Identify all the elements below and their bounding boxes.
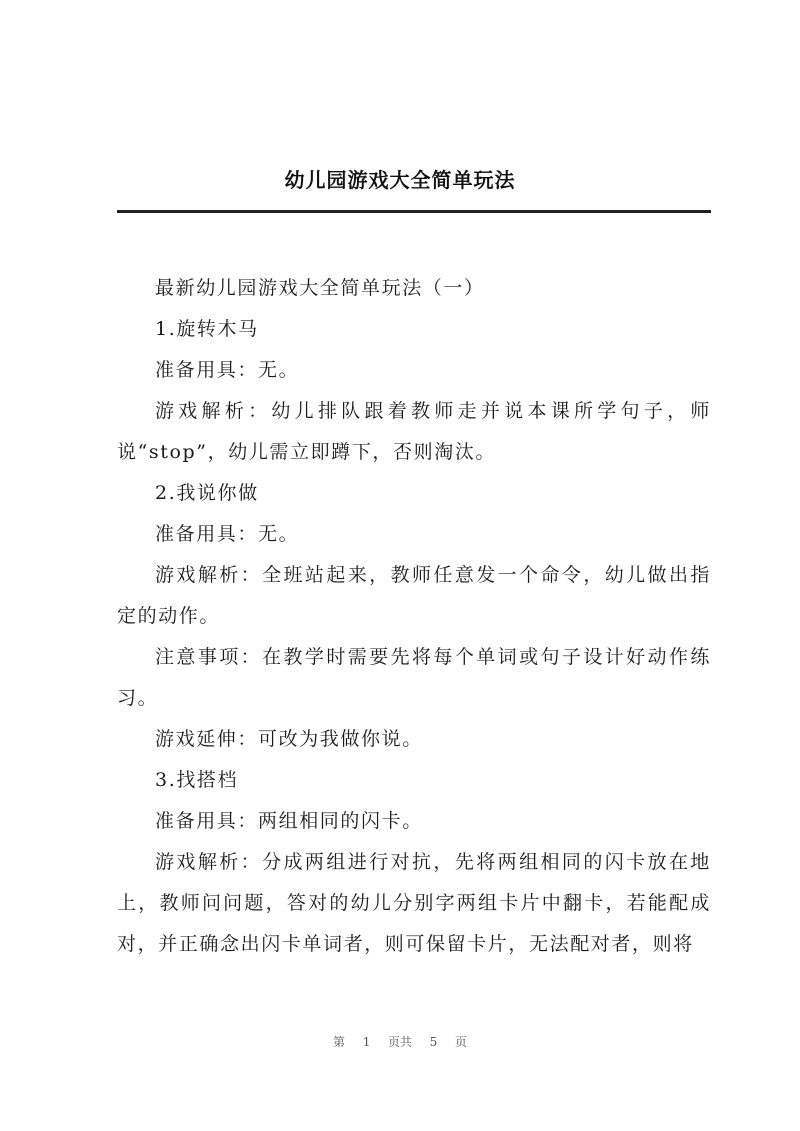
footer-prefix: 第	[333, 1035, 346, 1049]
paragraph-game-2-explanation: 游戏解析：全班站起来，教师任意发一个命令，幼儿做出指定的动作。	[117, 564, 711, 627]
paragraph-heading: 最新幼儿园游戏大全简单玩法（一）	[155, 277, 485, 299]
paragraph-game-1-title: 1.旋转木马	[155, 318, 259, 340]
paragraph-game-3-explanation: 游戏解析：分成两组进行对抗，先将两组相同的闪卡放在地上，教师问问题，答对的幼儿分别字两组卡片中翻卡，若能配成对，并正确念出闪卡单词者，则可保留卡片，无法配对者，则将	[117, 851, 711, 955]
footer-page-number: 1	[362, 1035, 371, 1049]
footer-middle: 页共	[387, 1035, 412, 1049]
paragraph-game-2-notes: 注意事项：在教学时需要先将每个单词或句子设计好动作练习。	[117, 646, 711, 709]
paragraph-game-2-tools: 准备用具：无。	[155, 523, 300, 545]
footer-total-pages: 5	[429, 1035, 438, 1049]
document-body	[117, 268, 711, 965]
paragraph-game-1-explanation: 游戏解析：幼儿排队跟着教师走并说本课所学句子，师说“stop”，幼儿需立即蹲下，否则淘汰。	[117, 400, 711, 463]
paragraph-game-3-title: 3.找搭档	[155, 769, 239, 791]
title-divider	[117, 210, 711, 213]
page-footer	[0, 1033, 800, 1050]
paragraph-game-2-title: 2.我说你做	[155, 482, 259, 504]
paragraph-game-2-extension: 游戏延伸：可改为我做你说。	[155, 728, 423, 750]
paragraph-game-1-tools: 准备用具：无。	[155, 359, 300, 381]
paragraph-game-3-tools: 准备用具：两组相同的闪卡。	[155, 810, 423, 832]
document-title: 幼儿园游戏大全简单玩法	[284, 168, 516, 192]
footer-suffix: 页	[454, 1035, 467, 1049]
